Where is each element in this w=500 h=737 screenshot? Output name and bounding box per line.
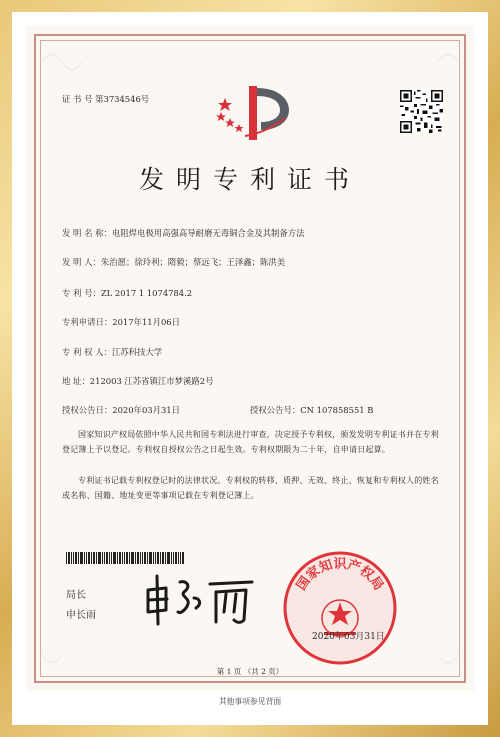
grant-number-row xyxy=(250,405,373,415)
filing-date-value: 2017年11月06日 xyxy=(112,317,181,327)
invention-name-value: 电阻焊电极用高强高导耐磨无毒铜合金及其制备方法 xyxy=(111,228,305,238)
inventors-label: 发 明 人： xyxy=(62,257,101,267)
certificate-title: 发明专利证书 xyxy=(138,165,361,194)
grant-date-value: 2020年03月31日 xyxy=(112,405,181,415)
inventors-value: 朱治愿；徐玲利；隋毅；蔡远飞；王泽鑫；陈洪美 xyxy=(100,257,286,267)
certificate-number: 证 书 号 第3734546号 xyxy=(62,94,150,104)
grant-date-row xyxy=(62,405,180,415)
body-paragraph-1: 国家知识产权局依照中华人民共和国专利法进行审查，决定授予专利权，颁发发明专利证书并在专利登记簿上予以登记。专利权自授权公告之日起生效。专利权期限为二十年，自申请日起算。 xyxy=(62,430,439,454)
qr-code xyxy=(400,90,443,133)
handwritten-signature xyxy=(140,568,260,630)
director-name: 申长雨 xyxy=(66,610,96,621)
patentee-row xyxy=(62,347,162,357)
patentee-value: 江苏科技大学 xyxy=(111,347,163,357)
filing-date-row xyxy=(62,317,180,327)
invention-name-label: 发 明 名 称： xyxy=(62,228,112,238)
address-row xyxy=(62,376,214,386)
patent-number-row xyxy=(62,288,192,298)
grant-date-label: 授权公告日： xyxy=(62,405,113,415)
grant-number-label: 授权公告号： xyxy=(250,405,301,415)
patentee-label: 专 利 权 人： xyxy=(62,347,112,357)
seal-date: 2020年03月31日 xyxy=(312,632,385,642)
director-title: 局长 xyxy=(66,590,86,601)
filing-date-label: 专利申请日： xyxy=(62,317,113,327)
page-number: 第 1 页 （共 2 页） xyxy=(216,667,284,676)
address-label: 地 址： xyxy=(62,376,90,386)
patent-number-label: 专 利 号： xyxy=(62,288,101,298)
footer-note: 其他事项参见背面 xyxy=(218,697,282,706)
address-value: 212003 江苏省镇江市梦溪路2号 xyxy=(89,376,214,386)
inventors-row xyxy=(62,257,285,267)
patent-number-value: ZL 2017 1 1074784.2 xyxy=(100,288,193,298)
grant-number-value: CN 107858551 B xyxy=(300,405,374,415)
barcode xyxy=(66,552,184,564)
cnipa-logo-icon xyxy=(205,80,300,142)
body-paragraph-2: 专利证书记载专利权登记时的法律状况。专利权的转移、质押、无效、终止、恢复和专利权人的姓名或名称、国籍、地址变更等事项记载在专利登记簿上。 xyxy=(62,476,439,500)
official-seal xyxy=(280,548,400,668)
seal-text: 国家知识产权局 xyxy=(294,557,386,594)
invention-name-row xyxy=(62,228,305,238)
